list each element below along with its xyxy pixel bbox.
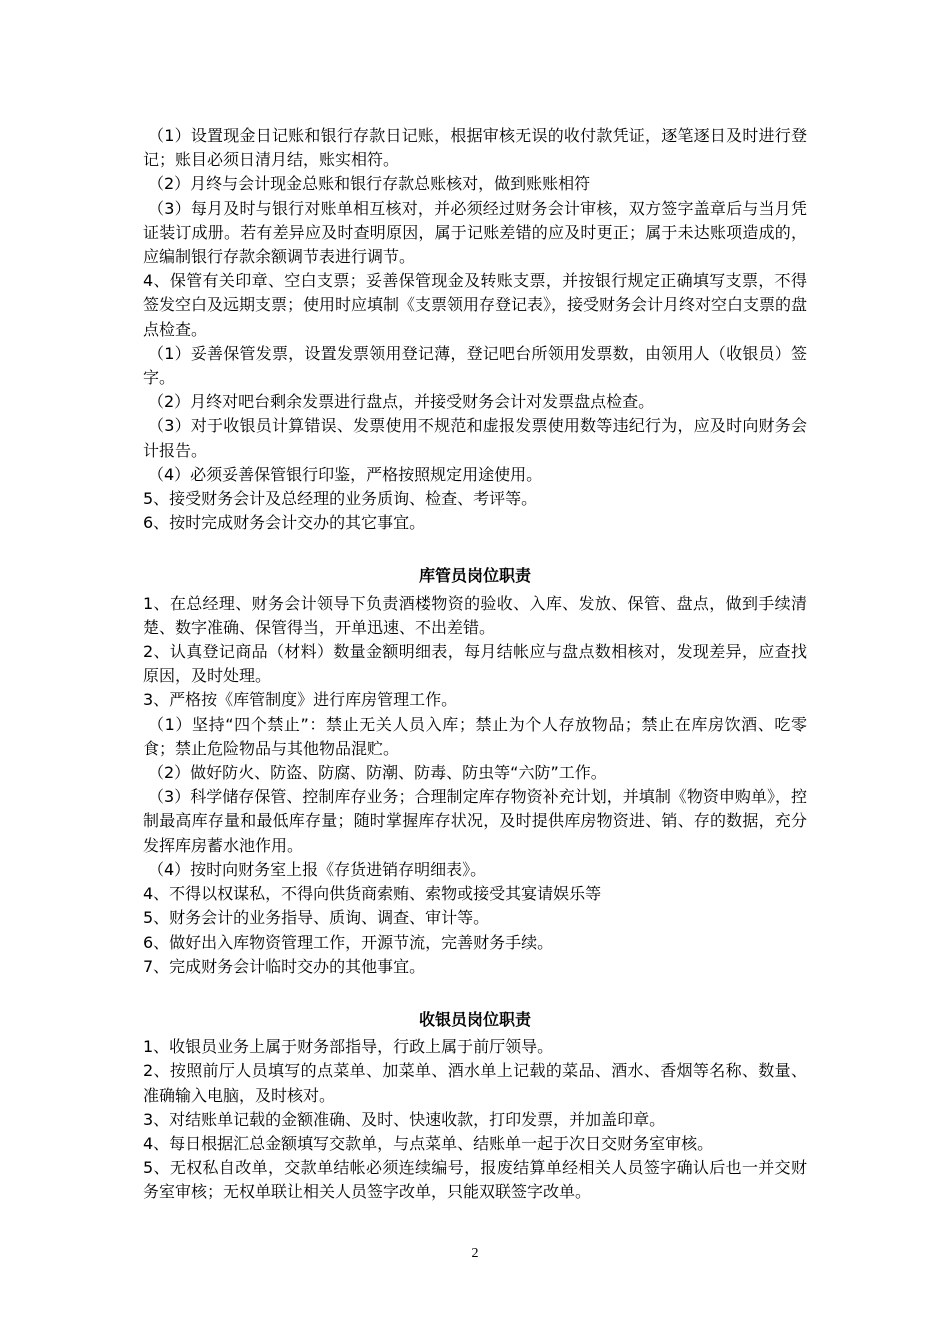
paragraph: 1、在总经理、财务会计领导下负责酒楼物资的验收、入库、发放、保管、盘点，做到手续清楚、数字准确、保管得当，开单迅速、不出差错。 bbox=[143, 593, 807, 637]
paragraph: 2、按照前厅人员填写的点菜单、加菜单、酒水单上记载的菜品、酒水、香烟等名称、数量、准确输入电脑，及时核对。 bbox=[143, 1061, 807, 1105]
section-accounting-duties bbox=[143, 124, 807, 535]
paragraph: 6、按时完成财务会计交办的其它事宜。 bbox=[143, 513, 426, 533]
paragraph: （2）月终与会计现金总账和银行存款总账核对，做到账账相符 bbox=[148, 174, 591, 194]
section-warehouse-duties bbox=[143, 564, 807, 978]
paragraph: （1）设置现金日记账和银行存款日记账，根据审核无误的收付款凭证，逐笔逐日及时进行登记；账目必须日清月结，账实相符。 bbox=[143, 126, 807, 170]
document-body bbox=[143, 124, 807, 1205]
paragraph: 5、无权私自改单，交款单结帐必须连续编号，报废结算单经相关人员签字确认后也一并交财务室审核；无权单联让相关人员签字改单，只能双联签字改单。 bbox=[143, 1158, 807, 1202]
paragraph: （3）对于收银员计算错误、发票使用不规范和虚报发票使用数等违纪行为，应及时向财务会计报告。 bbox=[143, 416, 807, 460]
paragraph: 5、接受财务会计及总经理的业务质询、检查、考评等。 bbox=[143, 489, 538, 509]
paragraph: 3、对结账单记载的金额准确、及时、快速收款，打印发票，并加盖印章。 bbox=[143, 1109, 666, 1129]
paragraph: （2）月终对吧台剩余发票进行盘点，并接受财务会计对发票盘点检查。 bbox=[148, 392, 655, 412]
paragraph: 7、完成财务会计临时交办的其他事宜。 bbox=[143, 956, 426, 976]
paragraph: （2）做好防火、防盗、防腐、防潮、防毒、防虫等“六防”工作。 bbox=[148, 763, 607, 783]
section-title: 收银员岗位职责 bbox=[418, 1009, 531, 1029]
paragraph: 4、保管有关印章、空白支票；妥善保管现金及转账支票，并按银行规定正确填写支票，不得签发空白及远期支票；使用时应填制《支票领用存登记表》，接受财务会计月终对空白支票的盘点检查。 bbox=[143, 271, 808, 339]
paragraph: （4）必须妥善保管银行印鉴，严格按照规定用途使用。 bbox=[148, 464, 543, 484]
paragraph: （1）坚持“四个禁止”：禁止无关人员入库；禁止为个人存放物品；禁止在库房饮酒、吃零食；禁止危险物品与其他物品混贮。 bbox=[143, 714, 807, 758]
paragraph: （3）科学储存保管、控制库存业务；合理制定库存物资补充计划，并填制《物资申购单》，控制最高库存量和最低库存量；随时掌握库存状况，及时提供库房物资进、销、存的数据，充分发挥库房蓄水池作用。 bbox=[143, 787, 807, 855]
section-title: 库管员岗位职责 bbox=[418, 566, 531, 586]
paragraph: 1、收银员业务上属于财务部指导，行政上属于前厅领导。 bbox=[143, 1037, 554, 1057]
paragraph: 4、每日根据汇总金额填写交款单，与点菜单、结账单一起于次日交财务室审核。 bbox=[143, 1133, 714, 1153]
paragraph: 2、认真登记商品（材料）数量金额明细表，每月结帐应与盘点数相核对，发现差异，应查找原因，及时处理。 bbox=[143, 642, 807, 686]
page-number: 2 bbox=[471, 1246, 479, 1261]
paragraph: （1）妥善保管发票，设置发票领用登记薄，登记吧台所领用发票数，由领用人（收银员）签字。 bbox=[143, 343, 807, 388]
section-cashier-duties bbox=[143, 1008, 807, 1205]
paragraph: （3）每月及时与银行对账单相互核对，并必须经过财务会计审核，双方签字盖章后与当月凭证装订成册。若有差异应及时查明原因，属于记账差错的应及时更正；属于未达账项造成的，应编制银行存款余额调节表进行调节。 bbox=[143, 198, 807, 267]
paragraph: 4、不得以权谋私，不得向供货商索贿、索物或接受其宴请娱乐等 bbox=[143, 884, 602, 904]
paragraph: 3、严格按《库管制度》进行库房管理工作。 bbox=[143, 690, 458, 710]
paragraph: 5、财务会计的业务指导、质询、调查、审计等。 bbox=[143, 908, 490, 928]
paragraph: 6、做好出入库物资管理工作，开源节流，完善财务手续。 bbox=[143, 932, 554, 952]
paragraph: （4）按时向财务室上报《存货进销存明细表》。 bbox=[148, 859, 487, 879]
